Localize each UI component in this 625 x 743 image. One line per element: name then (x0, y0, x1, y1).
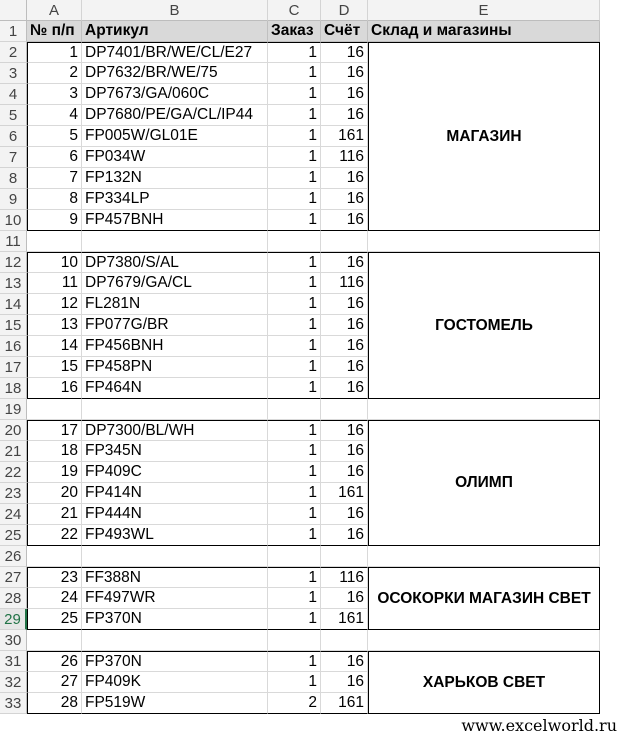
cell-a30[interactable] (27, 630, 82, 651)
cell-a6[interactable]: 5 (27, 126, 82, 147)
cell-a23[interactable]: 20 (27, 483, 82, 504)
cell-c30[interactable] (268, 630, 321, 651)
cell-a20[interactable]: 17 (27, 420, 82, 441)
header-cell-a[interactable]: № п/п (27, 21, 82, 42)
column-header-c[interactable]: C (268, 0, 321, 21)
store-cell-5[interactable]: ХАРЬКОВ СВЕТ (368, 651, 600, 714)
cell-a33[interactable]: 28 (27, 693, 82, 714)
cell-c29[interactable]: 1 (268, 609, 321, 630)
cell-d5[interactable]: 16 (321, 105, 368, 126)
row-header-23[interactable]: 23 (0, 483, 27, 504)
cell-b29[interactable]: FP370N (82, 609, 268, 630)
cell-b15[interactable]: FP077G/BR (82, 315, 268, 336)
cell-c8[interactable]: 1 (268, 168, 321, 189)
cell-c31[interactable]: 1 (268, 651, 321, 672)
cell-b31[interactable]: FP370N (82, 651, 268, 672)
cell-d4[interactable]: 16 (321, 84, 368, 105)
store-cell-1[interactable]: МАГАЗИН (368, 42, 600, 231)
cell-d24[interactable]: 16 (321, 504, 368, 525)
column-header-a[interactable]: A (27, 0, 82, 21)
cell-b2[interactable]: DP7401/BR/WE/CL/E27 (82, 42, 268, 63)
cell-d20[interactable]: 16 (321, 420, 368, 441)
cell-d14[interactable]: 16 (321, 294, 368, 315)
cell-a19[interactable] (27, 399, 82, 420)
cell-b10[interactable]: FP457BNH (82, 210, 268, 231)
cell-c13[interactable]: 1 (268, 273, 321, 294)
cell-b16[interactable]: FP456BNH (82, 336, 268, 357)
cell-c14[interactable]: 1 (268, 294, 321, 315)
row-header-32[interactable]: 32 (0, 672, 27, 693)
cell-b8[interactable]: FP132N (82, 168, 268, 189)
cell-d3[interactable]: 16 (321, 63, 368, 84)
cell-d12[interactable]: 16 (321, 252, 368, 273)
cell-d32[interactable]: 16 (321, 672, 368, 693)
cell-b18[interactable]: FP464N (82, 378, 268, 399)
cell-d22[interactable]: 16 (321, 462, 368, 483)
row-header-17[interactable]: 17 (0, 357, 27, 378)
row-header-28[interactable]: 28 (0, 588, 27, 609)
cell-c17[interactable]: 1 (268, 357, 321, 378)
cell-d6[interactable]: 161 (321, 126, 368, 147)
cell-a29[interactable]: 25 (27, 609, 82, 630)
cell-d33[interactable]: 161 (321, 693, 368, 714)
row-header-13[interactable]: 13 (0, 273, 27, 294)
cell-a8[interactable]: 7 (27, 168, 82, 189)
cell-d16[interactable]: 16 (321, 336, 368, 357)
cell-c25[interactable]: 1 (268, 525, 321, 546)
cell-c15[interactable]: 1 (268, 315, 321, 336)
cell-c12[interactable]: 1 (268, 252, 321, 273)
header-cell-b[interactable]: Артикул (82, 21, 268, 42)
cell-b24[interactable]: FP444N (82, 504, 268, 525)
row-header-12[interactable]: 12 (0, 252, 27, 273)
cell-a24[interactable]: 21 (27, 504, 82, 525)
cell-a4[interactable]: 3 (27, 84, 82, 105)
cell-d13[interactable]: 116 (321, 273, 368, 294)
row-header-19[interactable]: 19 (0, 399, 27, 420)
cell-c24[interactable]: 1 (268, 504, 321, 525)
cell-b26[interactable] (82, 546, 268, 567)
column-header-d[interactable]: D (321, 0, 368, 21)
row-header-4[interactable]: 4 (0, 84, 27, 105)
cell-b4[interactable]: DP7673/GA/060C (82, 84, 268, 105)
row-header-33[interactable]: 33 (0, 693, 27, 714)
cell-c27[interactable]: 1 (268, 567, 321, 588)
row-header-6[interactable]: 6 (0, 126, 27, 147)
cell-c18[interactable]: 1 (268, 378, 321, 399)
cell-c33[interactable]: 2 (268, 693, 321, 714)
cell-e19[interactable] (368, 399, 600, 420)
cell-d2[interactable]: 16 (321, 42, 368, 63)
watermark-text: www.excelworld.ru (461, 716, 617, 735)
cell-d27[interactable]: 116 (321, 567, 368, 588)
cell-b3[interactable]: DP7632/BR/WE/75 (82, 63, 268, 84)
cell-c6[interactable]: 1 (268, 126, 321, 147)
store-cell-4[interactable]: ОСОКОРКИ МАГАЗИН СВЕТ (368, 567, 600, 630)
cell-a28[interactable]: 24 (27, 588, 82, 609)
cell-b5[interactable]: DP7680/PE/GA/CL/IP44 (82, 105, 268, 126)
cell-c11[interactable] (268, 231, 321, 252)
cell-b28[interactable]: FF497WR (82, 588, 268, 609)
column-header-e[interactable]: E (368, 0, 600, 21)
cell-b12[interactable]: DP7380/S/AL (82, 252, 268, 273)
store-cell-2[interactable]: ГОСТОМЕЛЬ (368, 252, 600, 399)
cell-a21[interactable]: 18 (27, 441, 82, 462)
cell-e26[interactable] (368, 546, 600, 567)
cell-c26[interactable] (268, 546, 321, 567)
cell-c7[interactable]: 1 (268, 147, 321, 168)
cell-d21[interactable]: 16 (321, 441, 368, 462)
row-header-14[interactable]: 14 (0, 294, 27, 315)
cell-b23[interactable]: FP414N (82, 483, 268, 504)
cell-d11[interactable] (321, 231, 368, 252)
cell-c19[interactable] (268, 399, 321, 420)
cell-b19[interactable] (82, 399, 268, 420)
cell-c5[interactable]: 1 (268, 105, 321, 126)
cell-b9[interactable]: FP334LP (82, 189, 268, 210)
row-header-16[interactable]: 16 (0, 336, 27, 357)
cell-c4[interactable]: 1 (268, 84, 321, 105)
cell-b25[interactable]: FP493WL (82, 525, 268, 546)
row-header-30[interactable]: 30 (0, 630, 27, 651)
row-header-11[interactable]: 11 (0, 231, 27, 252)
cell-d30[interactable] (321, 630, 368, 651)
row-header-3[interactable]: 3 (0, 63, 27, 84)
cell-a31[interactable]: 26 (27, 651, 82, 672)
cell-d8[interactable]: 16 (321, 168, 368, 189)
row-header-24[interactable]: 24 (0, 504, 27, 525)
cell-d17[interactable]: 16 (321, 357, 368, 378)
cell-a25[interactable]: 22 (27, 525, 82, 546)
cell-b17[interactable]: FP458PN (82, 357, 268, 378)
row-header-9[interactable]: 9 (0, 189, 27, 210)
row-header-29[interactable]: 29 (0, 609, 27, 630)
row-header-7[interactable]: 7 (0, 147, 27, 168)
cell-a7[interactable]: 6 (27, 147, 82, 168)
cell-b33[interactable]: FP519W (82, 693, 268, 714)
cell-d28[interactable]: 16 (321, 588, 368, 609)
cell-a14[interactable]: 12 (27, 294, 82, 315)
cell-c10[interactable]: 1 (268, 210, 321, 231)
select-all-corner[interactable] (0, 0, 27, 21)
cell-a5[interactable]: 4 (27, 105, 82, 126)
cell-b6[interactable]: FP005W/GL01E (82, 126, 268, 147)
cell-d26[interactable] (321, 546, 368, 567)
cell-d18[interactable]: 16 (321, 378, 368, 399)
cell-a2[interactable]: 1 (27, 42, 82, 63)
header-cell-d[interactable]: Счёт (321, 21, 368, 42)
header-cell-c[interactable]: Заказ (268, 21, 321, 42)
cell-a32[interactable]: 27 (27, 672, 82, 693)
cell-c23[interactable]: 1 (268, 483, 321, 504)
row-header-1[interactable]: 1 (0, 21, 27, 42)
cell-b30[interactable] (82, 630, 268, 651)
cell-d23[interactable]: 161 (321, 483, 368, 504)
row-header-27[interactable]: 27 (0, 567, 27, 588)
store-cell-3[interactable]: ОЛИМП (368, 420, 600, 546)
row-header-10[interactable]: 10 (0, 210, 27, 231)
cell-d29[interactable]: 161 (321, 609, 368, 630)
cell-b7[interactable]: FP034W (82, 147, 268, 168)
row-header-15[interactable]: 15 (0, 315, 27, 336)
cell-c3[interactable]: 1 (268, 63, 321, 84)
cell-c28[interactable]: 1 (268, 588, 321, 609)
cell-d31[interactable]: 16 (321, 651, 368, 672)
cell-b20[interactable]: DP7300/BL/WH (82, 420, 268, 441)
cell-c16[interactable]: 1 (268, 336, 321, 357)
row-header-20[interactable]: 20 (0, 420, 27, 441)
cell-b27[interactable]: FF388N (82, 567, 268, 588)
cell-e11[interactable] (368, 231, 600, 252)
cell-a10[interactable]: 9 (27, 210, 82, 231)
cell-a22[interactable]: 19 (27, 462, 82, 483)
cell-a26[interactable] (27, 546, 82, 567)
row-header-8[interactable]: 8 (0, 168, 27, 189)
cell-b32[interactable]: FP409K (82, 672, 268, 693)
cell-a11[interactable] (27, 231, 82, 252)
cell-c2[interactable]: 1 (268, 42, 321, 63)
cell-a15[interactable]: 13 (27, 315, 82, 336)
cell-a13[interactable]: 11 (27, 273, 82, 294)
cell-d19[interactable] (321, 399, 368, 420)
cell-a3[interactable]: 2 (27, 63, 82, 84)
row-header-26[interactable]: 26 (0, 546, 27, 567)
cell-b13[interactable]: DP7679/GA/CL (82, 273, 268, 294)
row-header-21[interactable]: 21 (0, 441, 27, 462)
cell-c20[interactable]: 1 (268, 420, 321, 441)
row-header-5[interactable]: 5 (0, 105, 27, 126)
cell-b21[interactable]: FP345N (82, 441, 268, 462)
cell-a18[interactable]: 16 (27, 378, 82, 399)
cell-a9[interactable]: 8 (27, 189, 82, 210)
header-cell-e[interactable]: Склад и магазины (368, 21, 600, 42)
cell-c21[interactable]: 1 (268, 441, 321, 462)
cell-c32[interactable]: 1 (268, 672, 321, 693)
cell-d10[interactable]: 16 (321, 210, 368, 231)
cell-d15[interactable]: 16 (321, 315, 368, 336)
row-header-2[interactable]: 2 (0, 42, 27, 63)
cell-d7[interactable]: 116 (321, 147, 368, 168)
cell-e30[interactable] (368, 630, 600, 651)
column-header-b[interactable]: B (82, 0, 268, 21)
cell-a17[interactable]: 15 (27, 357, 82, 378)
cell-a27[interactable]: 23 (27, 567, 82, 588)
cell-b14[interactable]: FL281N (82, 294, 268, 315)
cell-d25[interactable]: 16 (321, 525, 368, 546)
cell-b11[interactable] (82, 231, 268, 252)
row-header-25[interactable]: 25 (0, 525, 27, 546)
row-header-31[interactable]: 31 (0, 651, 27, 672)
cell-c9[interactable]: 1 (268, 189, 321, 210)
row-header-22[interactable]: 22 (0, 462, 27, 483)
cell-d9[interactable]: 16 (321, 189, 368, 210)
cell-c22[interactable]: 1 (268, 462, 321, 483)
cell-a12[interactable]: 10 (27, 252, 82, 273)
row-header-18[interactable]: 18 (0, 378, 27, 399)
cell-a16[interactable]: 14 (27, 336, 82, 357)
cell-b22[interactable]: FP409C (82, 462, 268, 483)
